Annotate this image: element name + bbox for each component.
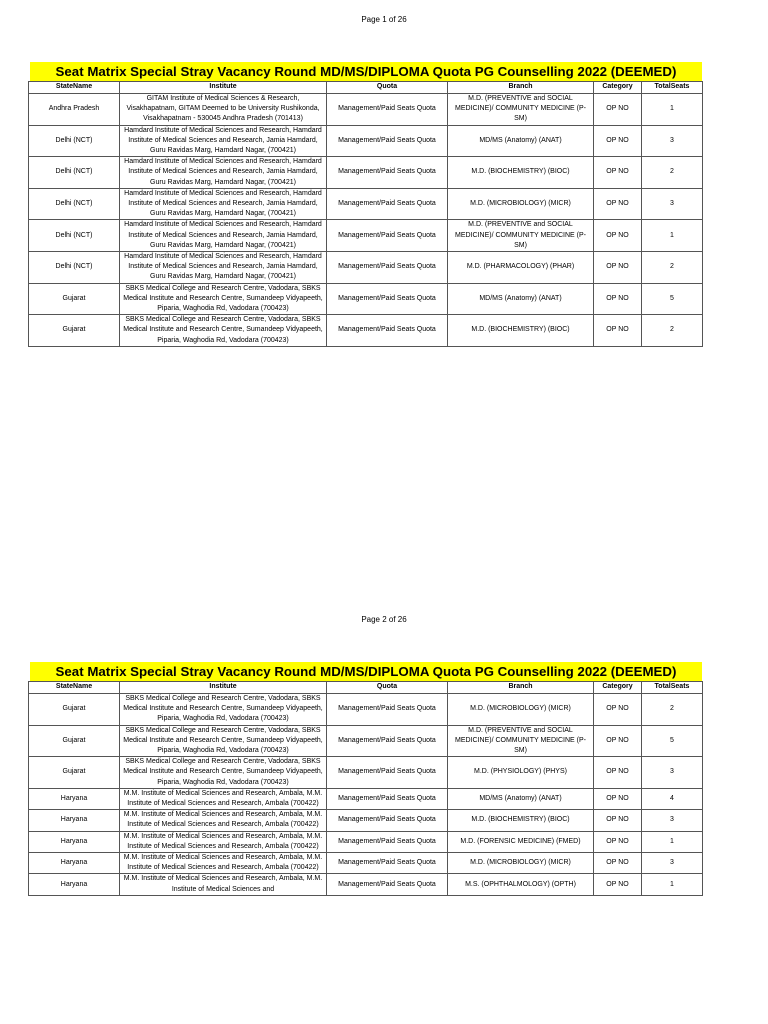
- cell-category: OP NO: [594, 853, 642, 874]
- table-row: [29, 757, 703, 789]
- cell-quota: Management/Paid Seats Quota: [327, 252, 448, 284]
- cell-quota: Management/Paid Seats Quota: [327, 220, 448, 252]
- cell-state-name: Delhi (NCT): [29, 252, 120, 284]
- cell-branch: M.D. (PREVENTIVE and SOCIAL MEDICINE)/ COMMUNITY MEDICINE (P-SM): [448, 725, 594, 757]
- cell-branch: MD/MS (Anatomy) (ANAT): [448, 125, 594, 157]
- cell-category: OP NO: [594, 725, 642, 757]
- cell-category: OP NO: [594, 874, 642, 895]
- cell-total-seats: 4: [642, 788, 703, 809]
- cell-branch: M.D. (MICROBIOLOGY) (MICR): [448, 694, 594, 726]
- table-row: [29, 853, 703, 874]
- cell-branch: M.D. (PREVENTIVE and SOCIAL MEDICINE)/ COMMUNITY MEDICINE (P-SM): [448, 94, 594, 126]
- cell-branch: M.D. (PHYSIOLOGY) (PHYS): [448, 757, 594, 789]
- table-header-row: [29, 682, 703, 694]
- cell-institute: SBKS Medical College and Research Centre, Vadodara, SBKS Medical Institute and Research Centre, Sumandeep Vidyapeeth, Piparia, Waghodia Rd, Vadodara (700423): [120, 694, 327, 726]
- cell-branch: M.D. (FORENSIC MEDICINE) (FMED): [448, 831, 594, 852]
- cell-branch: M.D. (MICROBIOLOGY) (MICR): [448, 188, 594, 220]
- cell-total-seats: 3: [642, 757, 703, 789]
- cell-state-name: Andhra Pradesh: [29, 94, 120, 126]
- cell-state-name: Gujarat: [29, 694, 120, 726]
- cell-category: OP NO: [594, 788, 642, 809]
- column-header-branch: Branch: [448, 82, 594, 94]
- cell-total-seats: 3: [642, 125, 703, 157]
- cell-state-name: Haryana: [29, 831, 120, 852]
- cell-quota: Management/Paid Seats Quota: [327, 188, 448, 220]
- cell-branch: M.D. (PREVENTIVE and SOCIAL MEDICINE)/ COMMUNITY MEDICINE (P-SM): [448, 220, 594, 252]
- cell-institute: Hamdard Institute of Medical Sciences and Research, Hamdard Institute of Medical Sciences and Research, Jamia Hamdard, Guru Ravidas Marg, Hamdard Nagar, (700421): [120, 157, 327, 189]
- cell-state-name: Haryana: [29, 788, 120, 809]
- cell-quota: Management/Paid Seats Quota: [327, 810, 448, 831]
- cell-branch: MD/MS (Anatomy) (ANAT): [448, 788, 594, 809]
- cell-state-name: Gujarat: [29, 725, 120, 757]
- cell-state-name: Gujarat: [29, 757, 120, 789]
- cell-category: OP NO: [594, 252, 642, 284]
- cell-category: OP NO: [594, 188, 642, 220]
- cell-quota: Management/Paid Seats Quota: [327, 788, 448, 809]
- cell-institute: GITAM Institute of Medical Sciences & Research, Visakhapatnam, GITAM Deemed to be University Rushikonda, Visakhapatnam - 530045 Andhra Pradesh (701413): [120, 94, 327, 126]
- table-row: [29, 220, 703, 252]
- page-number: Page 1 of 26: [361, 15, 407, 24]
- cell-quota: Management/Paid Seats Quota: [327, 315, 448, 347]
- column-header-state: StateName: [29, 82, 120, 94]
- cell-total-seats: 1: [642, 831, 703, 852]
- cell-total-seats: 5: [642, 283, 703, 315]
- cell-total-seats: 1: [642, 220, 703, 252]
- cell-institute: M.M. Institute of Medical Sciences and Research, Ambala, M.M. Institute of Medical Sciences and Research, Ambala (700422): [120, 853, 327, 874]
- cell-branch: MD/MS (Anatomy) (ANAT): [448, 283, 594, 315]
- cell-quota: Management/Paid Seats Quota: [327, 694, 448, 726]
- table-row: [29, 94, 703, 126]
- cell-branch: M.D. (PHARMACOLOGY) (PHAR): [448, 252, 594, 284]
- seat-matrix-title: Seat Matrix Special Stray Vacancy Round MD/MS/DIPLOMA Quota PG Counselling 2022 (DEEMED): [30, 62, 702, 81]
- cell-branch: M.D. (BIOCHEMISTRY) (BIOC): [448, 157, 594, 189]
- table-row: [29, 788, 703, 809]
- cell-institute: SBKS Medical College and Research Centre, Vadodara, SBKS Medical Institute and Research Centre, Sumandeep Vidyapeeth, Piparia, Waghodia Rd, Vadodara (700423): [120, 725, 327, 757]
- cell-state-name: Delhi (NCT): [29, 125, 120, 157]
- cell-category: OP NO: [594, 157, 642, 189]
- cell-institute: SBKS Medical College and Research Centre, Vadodara, SBKS Medical Institute and Research Centre, Sumandeep Vidyapeeth, Piparia, Waghodia Rd, Vadodara (700423): [120, 283, 327, 315]
- table-row: [29, 188, 703, 220]
- cell-total-seats: 1: [642, 94, 703, 126]
- cell-state-name: Delhi (NCT): [29, 188, 120, 220]
- column-header-quota: Quota: [327, 682, 448, 694]
- cell-total-seats: 2: [642, 157, 703, 189]
- cell-state-name: Gujarat: [29, 283, 120, 315]
- cell-institute: Hamdard Institute of Medical Sciences and Research, Hamdard Institute of Medical Sciences and Research, Jamia Hamdard, Guru Ravidas Marg, Hamdard Nagar, (700421): [120, 188, 327, 220]
- cell-institute: Hamdard Institute of Medical Sciences and Research, Hamdard Institute of Medical Sciences and Research, Jamia Hamdard, Guru Ravidas Marg, Hamdard Nagar, (700421): [120, 125, 327, 157]
- cell-state-name: Delhi (NCT): [29, 220, 120, 252]
- table-row: [29, 252, 703, 284]
- cell-branch: M.D. (BIOCHEMISTRY) (BIOC): [448, 315, 594, 347]
- cell-total-seats: 3: [642, 810, 703, 831]
- cell-quota: Management/Paid Seats Quota: [327, 125, 448, 157]
- table-row: [29, 725, 703, 757]
- cell-total-seats: 5: [642, 725, 703, 757]
- seat-matrix-table: [28, 81, 703, 347]
- page-number: Page 2 of 26: [361, 615, 407, 624]
- column-header-category: Category: [594, 82, 642, 94]
- cell-category: OP NO: [594, 94, 642, 126]
- cell-category: OP NO: [594, 831, 642, 852]
- cell-total-seats: 2: [642, 252, 703, 284]
- cell-state-name: Gujarat: [29, 315, 120, 347]
- cell-institute: M.M. Institute of Medical Sciences and Research, Ambala, M.M. Institute of Medical Sciences and Research, Ambala (700422): [120, 810, 327, 831]
- column-header-institute: Institute: [120, 82, 327, 94]
- cell-institute: SBKS Medical College and Research Centre, Vadodara, SBKS Medical Institute and Research Centre, Sumandeep Vidyapeeth, Piparia, Waghodia Rd, Vadodara (700423): [120, 757, 327, 789]
- cell-state-name: Haryana: [29, 853, 120, 874]
- cell-state-name: Delhi (NCT): [29, 157, 120, 189]
- column-header-institute: Institute: [120, 682, 327, 694]
- cell-quota: Management/Paid Seats Quota: [327, 757, 448, 789]
- cell-institute: Hamdard Institute of Medical Sciences and Research, Hamdard Institute of Medical Sciences and Research, Jamia Hamdard, Guru Ravidas Marg, Hamdard Nagar, (700421): [120, 252, 327, 284]
- document-page-2: [0, 600, 768, 1024]
- cell-institute: M.M. Institute of Medical Sciences and Research, Ambala, M.M. Institute of Medical Sciences and: [120, 874, 327, 895]
- table-row: [29, 694, 703, 726]
- table-header-row: [29, 82, 703, 94]
- column-header-quota: Quota: [327, 82, 448, 94]
- cell-category: OP NO: [594, 283, 642, 315]
- cell-category: OP NO: [594, 757, 642, 789]
- seat-matrix-table: [28, 681, 703, 896]
- seat-matrix-title: Seat Matrix Special Stray Vacancy Round MD/MS/DIPLOMA Quota PG Counselling 2022 (DEEMED): [30, 662, 702, 681]
- cell-category: OP NO: [594, 315, 642, 347]
- cell-branch: M.D. (MICROBIOLOGY) (MICR): [448, 853, 594, 874]
- cell-category: OP NO: [594, 694, 642, 726]
- cell-category: OP NO: [594, 810, 642, 831]
- cell-category: OP NO: [594, 125, 642, 157]
- cell-total-seats: 2: [642, 315, 703, 347]
- column-header-branch: Branch: [448, 682, 594, 694]
- cell-category: OP NO: [594, 220, 642, 252]
- cell-total-seats: 3: [642, 188, 703, 220]
- table-row: [29, 831, 703, 852]
- cell-total-seats: 3: [642, 853, 703, 874]
- cell-institute: Hamdard Institute of Medical Sciences and Research, Hamdard Institute of Medical Sciences and Research, Jamia Hamdard, Guru Ravidas Marg, Hamdard Nagar, (700421): [120, 220, 327, 252]
- column-header-category: Category: [594, 682, 642, 694]
- cell-total-seats: 1: [642, 874, 703, 895]
- table-row: [29, 810, 703, 831]
- cell-institute: SBKS Medical College and Research Centre, Vadodara, SBKS Medical Institute and Research Centre, Sumandeep Vidyapeeth, Piparia, Waghodia Rd, Vadodara (700423): [120, 315, 327, 347]
- cell-quota: Management/Paid Seats Quota: [327, 831, 448, 852]
- cell-branch: M.S. (OPHTHALMOLOGY) (OPTH): [448, 874, 594, 895]
- table-row: [29, 157, 703, 189]
- column-header-total-seats: TotalSeats: [642, 82, 703, 94]
- table-row: [29, 283, 703, 315]
- cell-state-name: Haryana: [29, 874, 120, 895]
- cell-total-seats: 2: [642, 694, 703, 726]
- table-row: [29, 874, 703, 895]
- cell-quota: Management/Paid Seats Quota: [327, 283, 448, 315]
- column-header-state: StateName: [29, 682, 120, 694]
- cell-quota: Management/Paid Seats Quota: [327, 94, 448, 126]
- column-header-total-seats: TotalSeats: [642, 682, 703, 694]
- cell-institute: M.M. Institute of Medical Sciences and Research, Ambala, M.M. Institute of Medical Sciences and Research, Ambala (700422): [120, 788, 327, 809]
- cell-quota: Management/Paid Seats Quota: [327, 725, 448, 757]
- table-row: [29, 125, 703, 157]
- cell-quota: Management/Paid Seats Quota: [327, 874, 448, 895]
- cell-quota: Management/Paid Seats Quota: [327, 157, 448, 189]
- cell-institute: M.M. Institute of Medical Sciences and Research, Ambala, M.M. Institute of Medical Sciences and Research, Ambala (700422): [120, 831, 327, 852]
- table-row: [29, 315, 703, 347]
- cell-state-name: Haryana: [29, 810, 120, 831]
- cell-quota: Management/Paid Seats Quota: [327, 853, 448, 874]
- cell-branch: M.D. (BIOCHEMISTRY) (BIOC): [448, 810, 594, 831]
